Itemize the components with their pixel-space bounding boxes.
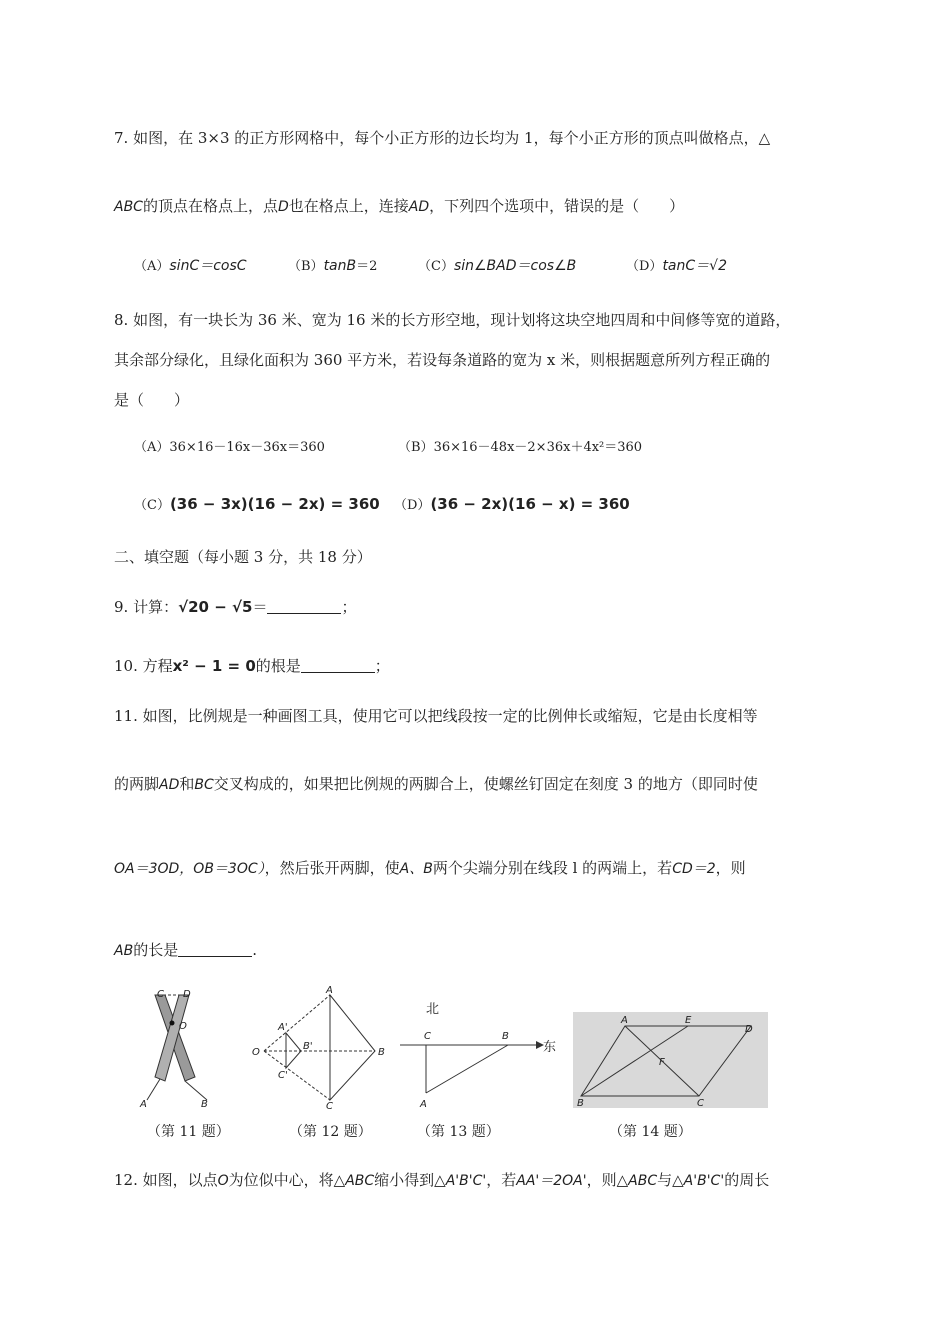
q8-option-d[interactable]: （D）(36 − 2x)(16 − x) = 360	[394, 495, 630, 513]
q7-option-b[interactable]: （B）tanB＝2	[288, 258, 378, 274]
fig12-label-a1: A'	[278, 1022, 288, 1033]
fig14-label-d: D	[745, 1024, 753, 1035]
q9: 9. 计算：√20 − √5＝ ；	[114, 598, 357, 616]
caption-fig13: （第 13 题）	[417, 1124, 500, 1140]
fig13-east: 东	[543, 1040, 557, 1055]
fig14-label-c: C	[697, 1098, 704, 1109]
fig13-north: 北	[426, 1002, 440, 1017]
fig13-label-b: B	[502, 1031, 509, 1042]
fig12-label-a: A	[326, 985, 333, 996]
fig12-label-c: C	[326, 1101, 333, 1112]
q11-line2: 的两脚AD和BC交叉构成的，如果把比例规的两脚合上，使螺丝钉固定在刻度 3 的地方（即同时使	[114, 775, 758, 793]
fig12-label-b: B	[378, 1047, 385, 1058]
q7-line1: 7. 如图，在 3×3 的正方形网格中，每个小正方形的边长均为 1，每个小正方形的顶点叫做格点，△	[114, 129, 771, 147]
fig11-label-b: B	[201, 1099, 208, 1110]
caption-fig11: （第 11 题）	[147, 1124, 230, 1140]
fig11-label-o: O	[179, 1021, 187, 1032]
figure-12-homothety	[250, 985, 390, 1110]
fig13-label-c: C	[424, 1031, 431, 1042]
section-heading: 二、填空题（每小题 3 分，共 18 分）	[114, 548, 372, 566]
caption-fig14: （第 14 题）	[609, 1124, 692, 1140]
figure-11-compass	[135, 985, 215, 1110]
q7-option-c[interactable]: （C）sin∠BAD＝cos∠B	[418, 258, 577, 274]
q10-answer-blank[interactable]	[301, 658, 375, 673]
q11-line1: 11. 如图，比例规是一种画图工具，使用它可以把线段按一定的比例伸长或缩短，它是由长度相等	[114, 707, 758, 725]
fig11-label-d: D	[183, 989, 191, 1000]
q12-line1: 12. 如图，以点O为位似中心，将△ABC缩小得到△A'B'C'，若AA'＝2OA'，则△ABC与△A'B'C'的周长	[114, 1171, 770, 1189]
q8-option-b[interactable]: （B）36×16－48x－2×36x＋4x²＝360	[398, 440, 643, 455]
figure-14-parallelogram	[573, 1012, 768, 1108]
fig13-label-a: A	[420, 1099, 427, 1110]
q8-line1: 8. 如图，有一块长为 36 米、宽为 16 米的长方形空地，现计划将这块空地四周和中间修等宽的道路，	[114, 311, 791, 329]
q9-answer-blank[interactable]	[267, 599, 341, 614]
fig14-label-a: A	[621, 1015, 628, 1026]
q11-answer-blank[interactable]	[178, 942, 252, 957]
fig11-label-c: C	[157, 989, 164, 1000]
figure-13-triangle	[398, 995, 563, 1110]
q10: 10. 方程x² − 1 = 0的根是 ；	[114, 657, 390, 675]
fig11-label-a: A	[140, 1099, 147, 1110]
fig14-label-f: F	[659, 1057, 665, 1068]
q7-line2: ABC的顶点在格点上，点D也在格点上，连接AD，下列四个选项中，错误的是（ ）	[114, 197, 685, 215]
q8-option-a[interactable]: （A）36×16－16x－36x＝360	[134, 440, 325, 455]
fig12-label-b1: B'	[303, 1041, 313, 1052]
q8-line3: 是（ ）	[114, 391, 190, 409]
fig14-label-e: E	[685, 1015, 692, 1026]
fig12-label-c1: C'	[278, 1070, 288, 1081]
q11-line3: OA＝3OD，OB＝3OC），然后张开两脚，使A、B两个尖端分别在线段 l 的两端上，若CD＝2，则	[114, 859, 746, 877]
q11-line4: AB的长是 .	[114, 941, 257, 959]
caption-fig12: （第 12 题）	[289, 1124, 372, 1140]
q8-line2: 其余部分绿化，且绿化面积为 360 平方米，若设每条道路的宽为 x 米，则根据题意所列方程正确的	[114, 351, 771, 369]
q7-option-d[interactable]: （D）tanC＝√2	[626, 258, 727, 274]
q8-option-c[interactable]: （C）(36 − 3x)(16 − 2x) = 360	[134, 495, 380, 513]
q7-option-a[interactable]: （A）sinC＝cosC	[134, 258, 247, 274]
fig12-label-o: O	[252, 1047, 260, 1058]
fig14-label-b: B	[577, 1098, 584, 1109]
